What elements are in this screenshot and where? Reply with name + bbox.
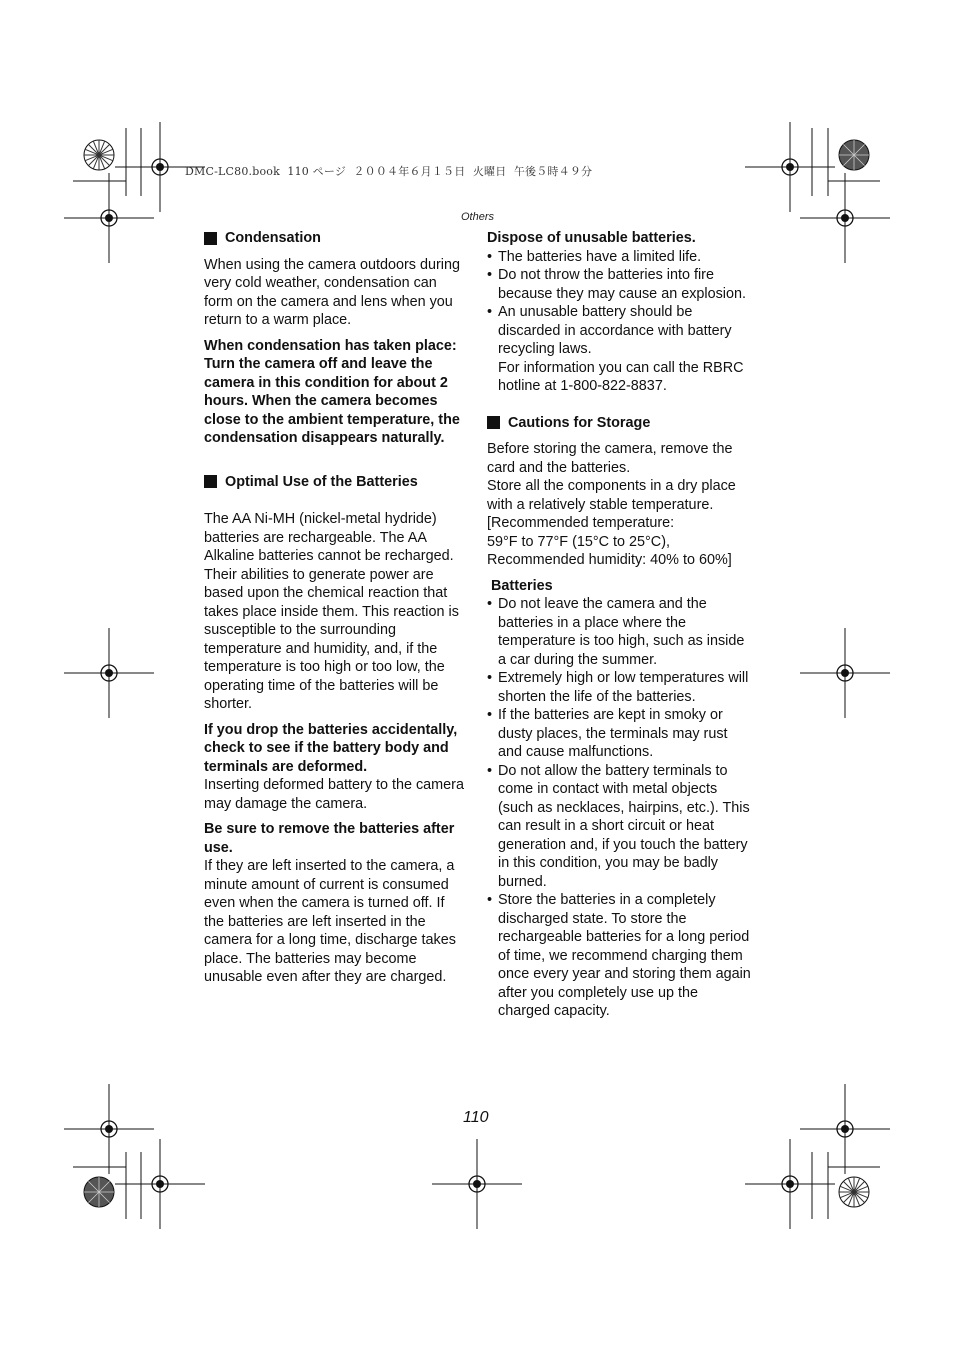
storage-text-1: Before storing the camera, remove the card and the batteries. [487,441,733,476]
square-bullet-icon [204,475,217,488]
drop-warning-bold: If you drop the batteries accidentally, check to see if the battery body and terminals are deformed. [204,721,458,775]
storage-heading: Cautions for Storage [487,414,753,433]
rbrc-text: For information you can call the RBRC hotline at 1-800-822-8837. [498,359,744,394]
list-item: • Do not leave the camera and the batteries in a place where the temperature is too high, such as inside a car during the summer. [487,595,753,669]
dispose-heading: Dispose of unusable batteries. [487,230,696,246]
square-bullet-icon [487,416,500,429]
condensation-bold-text: When condensation has taken place: Turn the camera off and leave the camera in this condition for about 2 hours. When the camera becomes close to the ambient temperature, the condensation disappears naturally. [204,337,460,446]
right-column [487,229,753,1021]
print-info: DMC-LC80.book 110 ページ ２００４年６月１５日 火曜日 午後５時４９分 [185,165,593,178]
list-item: • An unusable battery should be discarded in accordance with battery recycling laws. [487,303,753,359]
condensation-text: When using the camera outdoors during very cold weather, condensation can form on the camera and lens when you return to a warm place. [204,256,460,328]
batteries-text-1: The AA Ni-MH (nickel-metal hydride) batteries are rechargeable. The AA Alkaline batteries cannot be recharged. [204,511,454,564]
page-number: 110 [463,1109,489,1126]
batteries-text-2: Their abilities to generate power are based upon the chemical reaction that takes place inside them. This reaction is susceptible to the surrounding temperature and humidity, and, if the temperature is too high or too low, the operating time of the batteries will be shorter. [204,566,459,712]
square-bullet-icon [204,232,217,245]
storage-text-3: [Recommended temperature: [487,515,675,531]
remove-batteries-bold: Be sure to remove the batteries after use. [204,821,455,856]
storage-text-5: Recommended humidity: 40% to 60%] [487,552,732,568]
list-item: • If the batteries are kept in smoky or dusty places, the terminals may rust and cause malfunctions. [487,706,753,762]
list-item: • Extremely high or low temperatures will shorten the life of the batteries. [487,669,753,706]
storage-text-2: Store all the components in a dry place with a relatively stable temperature. [487,478,736,513]
drop-warning-text: Inserting deformed battery to the camera may damage the camera. [204,777,464,812]
remove-batteries-text: If they are left inserted to the camera, a minute amount of current is consumed even when the camera is turned off. If the batteries are left inserted in the camera for a long time, discharge takes place. The batteries may become unusable even after they are charged. [204,858,456,985]
storage-text-4: 59°F to 77°F (15°C to 25°C), [487,533,670,550]
list-item: • Do not throw the batteries into fire because they may cause an explosion. [487,266,753,303]
list-item: • Do not allow the battery terminals to come in contact with metal objects (such as necklaces, hairpins, etc.). This can result in a short circuit or heat generation and, if you touch the battery in this condition, you may be badly burned. [487,762,753,892]
dispose-list [487,248,753,359]
list-item: • The batteries have a limited life. [487,248,753,267]
battery-cautions-list [487,595,753,1021]
condensation-heading: Condensation [204,229,466,248]
batteries-heading: Optimal Use of the Batteries [204,473,466,492]
list-item: • Store the batteries in a completely discharged state. To store the rechargeable batteries for a long period of time, we recommend charging them once every year and storing them again after you completely use up the charged capacity. [487,891,753,1021]
left-column [204,229,466,987]
batteries-subheading: Batteries [491,577,553,594]
section-label: Others [461,211,495,223]
